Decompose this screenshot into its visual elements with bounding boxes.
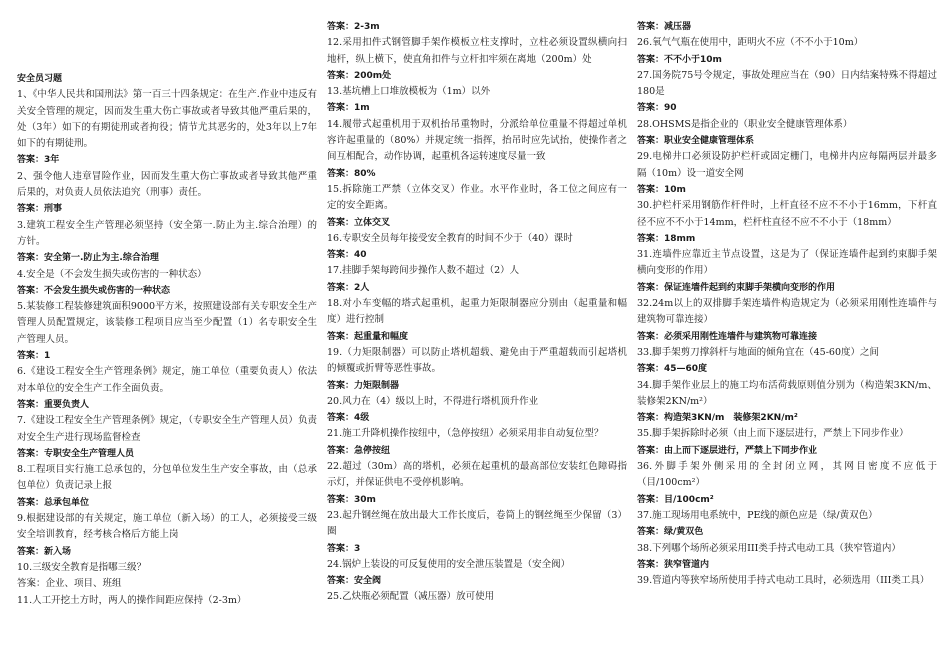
question-text: 35.脚手架拆除时必须（由上而下逐层进行，严禁上下同步作业） bbox=[637, 428, 909, 440]
question-text: 1、《中华人民共和国刑法》第一百三十四条规定：在生产.作业中违反有关安全管理的规定，因而发生重大伤亡事故或者导致其他严重后果的，处（3年）如下的有期徒刑或者拘役；情节尤其恶劣的，处3年以上7年如下的有期徒刑。 bbox=[17, 89, 317, 150]
answer-text: 答案：4级 bbox=[327, 413, 370, 424]
question-text: 28.OHSMS是指企业的（职业安全健康管理体系） bbox=[637, 118, 853, 130]
answer-text: 答案：绿/黄双色 bbox=[637, 527, 704, 538]
answer-text: 答案：总承包单位 bbox=[17, 497, 90, 508]
question-text: 38.下列哪个场所必须采用III类手持式电动工具（狭窄管道内） bbox=[637, 542, 901, 554]
question-text: 25.乙炔瓶必须配置（减压器）放可使用 bbox=[327, 591, 495, 603]
question-text: 13.基坑槽上口堆放模板为（1m）以外 bbox=[327, 86, 491, 98]
document-title: 安全员习题 bbox=[17, 74, 63, 84]
question-text: 29.电梯井口必须设防护栏杆或固定栅门，电梯井内应每隔两层并最多隔（10m）设一道安全网 bbox=[637, 151, 937, 179]
question-text: 6.《建设工程安全生产管理条例》规定，施工单位（重要负责人）依法对本单位的安全生产工作全面负责。 bbox=[17, 366, 317, 394]
question-text: 3.建筑工程安全生产管理必须坚持（安全第一.防止为主.综合治理）的方针。 bbox=[17, 219, 317, 247]
answer-text: 答案：专职安全生产管理人员 bbox=[17, 448, 135, 459]
question-text: 8.工程项目实行施工总承包的，分包单位发生生产安全事故，由（总承包单位）负责记录上报 bbox=[17, 464, 317, 492]
answer-text: 答案：由上而下逐层进行，严禁上下同步作业 bbox=[637, 445, 818, 456]
question-text: 15.拆除施工严禁（立体交叉）作业。水平作业时，各工位之间应有一定的安全距离。 bbox=[327, 183, 627, 212]
question-text: 22.超过（30m）高的塔机，必须在起重机的最高部位安装红色障碍指示灯，并保证供电不受停机影响。 bbox=[327, 461, 627, 489]
answer-text: 答案：1 bbox=[17, 351, 51, 362]
question-text: 2、强令他人违章冒险作业，因而发生重大伤亡事故或者导致其他严重后果的，对负责人员依法追究（刑事）责任。 bbox=[17, 170, 317, 199]
answer-text: 答案：力矩限制器 bbox=[327, 380, 400, 391]
question-text: 32.24m以上的双排脚手架连墙件构造规定为（必须采用刚性连墙件与建筑物可靠连接） bbox=[637, 298, 937, 326]
answer-text: 答案：目/100cm² bbox=[637, 494, 714, 505]
question-text: 37.施工现场用电系统中，PE线的颜色应是（绿/黄双色） bbox=[637, 509, 878, 521]
answer-text: 答案：90 bbox=[637, 103, 677, 114]
question-text: 23.起升钢丝绳在放出最大工作长度后，卷筒上的钢丝绳至少保留（3）圈 bbox=[327, 509, 627, 538]
question-text: 24.锅炉上装设的可反复使用的安全泄压装置是（安全阀） bbox=[327, 558, 571, 570]
answer-text: 答案：3年 bbox=[17, 155, 60, 166]
question-text: 14.履带式起重机用于双机抬吊重物时，分派给单位重量不得超过单机容许起重量的（80%）并规定统一指挥，抬吊时应先试抬，使操作者之间互相配合，动作协调，起重机各运转速度尽量一致 bbox=[327, 118, 627, 163]
question-text: 21.施工升降机操作按纽中，（急停按纽）必须采用非自动复位型？ bbox=[327, 428, 604, 440]
question-text: 36.外脚手架外侧采用的全封闭立网，其网目密度不应低于（目/100cm²） bbox=[637, 461, 937, 489]
question-text: 31.连墙件应靠近主节点设置，这是为了（保证连墙件起到约束脚手架横向变形的作用） bbox=[637, 249, 937, 277]
question-text: 5.某装修工程装修建筑面积9000平方米，按照建设部有关专职安全生产管理人员配置规定，该装修工程项目应当至少配置（1）名专职安全生产管理人员。 bbox=[17, 301, 317, 345]
question-text: 17.挂脚手架每跨间步操作人数不超过（2）人 bbox=[327, 265, 520, 277]
answer-text: 答案：2-3m bbox=[327, 22, 380, 32]
answer-text: 答案：立体交叉 bbox=[327, 217, 391, 228]
answer-text: 答案：重要负责人 bbox=[17, 399, 90, 410]
answer-text: 答案：200m处 bbox=[327, 70, 392, 81]
question-text: 11.人工开挖土方时，两人的操作间距应保持（2-3m） bbox=[17, 594, 247, 606]
answer-text: 答案：构造架3KN/m 装修架2KN/m² bbox=[637, 413, 798, 424]
answer-text: 答案：3 bbox=[327, 543, 361, 554]
answer-text: 答案：安全阀 bbox=[327, 576, 382, 587]
answer-text: 答案：1m bbox=[327, 103, 370, 114]
answer-text: 答案：狭窄管道内 bbox=[637, 559, 710, 570]
answer-text: 答案：安全第一.防止为主.综合治理 bbox=[17, 253, 159, 264]
question-text: 4.安全是（不会发生损失或伤害的一种状态） bbox=[17, 268, 207, 280]
answer-text: 答案：40 bbox=[327, 250, 367, 261]
answer-text: 答案：2人 bbox=[327, 282, 370, 293]
answer-text: 答案：18mm bbox=[637, 233, 696, 244]
answer-text: 答案：45—60度 bbox=[637, 364, 708, 375]
question-text: 20.风力在（4）级以上时，不得进行塔机顶升作业 bbox=[327, 395, 539, 407]
question-text: 39.管道内等狭窄场所使用手持式电动工具时，必须选用（III类工具） bbox=[637, 575, 930, 587]
answer-text: 答案：新入场 bbox=[17, 546, 72, 557]
column-2 bbox=[327, 19, 627, 606]
question-text: 10.三级安全教育是指哪三级？ bbox=[17, 561, 147, 573]
answer-text: 答案：起重量和幅度 bbox=[327, 331, 409, 342]
question-text: 26.氧气气瓶在使用中，距明火不应（不不小于10m） bbox=[637, 37, 864, 49]
answer-text: 答案：职业安全健康管理体系 bbox=[637, 136, 755, 147]
answer-text: 答案：10m bbox=[637, 184, 686, 195]
answer-text: 答案：必须采用刚性连墙件与建筑物可靠连接 bbox=[637, 331, 818, 342]
question-text: 7.《建设工程安全生产管理条例》规定，（专职安全生产管理人员）负责对安全生产进行现场监督检查 bbox=[17, 415, 317, 443]
answer-text: 答案：减压器 bbox=[637, 22, 692, 32]
question-text: 9.根据建设部的有关规定，施工单位（新入场）的工人，必须接受三级安全培训教育，经考核合格后方能上岗 bbox=[17, 513, 317, 541]
column-3 bbox=[637, 19, 937, 589]
question-text: 18.对小车变幅的塔式起重机，起重力矩限制器应分别由（起重量和幅度）进行控制 bbox=[327, 298, 627, 326]
answer-text: 答案：不会发生损失或伤害的一种状态 bbox=[17, 285, 171, 296]
answer-text: 答案：企业、项目、班组 bbox=[17, 578, 122, 590]
question-text: 33.脚手架剪刀撑斜杆与地面的倾角宜在（45-60度）之间 bbox=[637, 346, 879, 358]
question-text: 16.专职安全员每年接受安全教育的时间不少于（40）课时 bbox=[327, 232, 573, 244]
question-text: 12.采用扣件式钢管脚手架作模板立柱支撑时，立柱必须设置纵横向扫地杆，纵上横下，使直角扣件与立杆扣牢须在离地（200m）处 bbox=[327, 37, 627, 65]
answer-text: 答案：不不小于10m bbox=[637, 54, 722, 65]
answer-text: 答案：急停按纽 bbox=[327, 445, 391, 456]
question-text: 34.脚手架作业层上的施工均布活荷载原则值分别为（构造架3KN/m、装修架2KN/m²） bbox=[637, 379, 937, 407]
answer-text: 答案：刑事 bbox=[17, 204, 63, 215]
column-1 bbox=[17, 71, 317, 609]
answer-text: 答案：30m bbox=[327, 494, 376, 505]
question-text: 27.国务院75号令规定，事故处理应当在（90）日内结案特殊不得超过180是 bbox=[637, 69, 937, 98]
question-text: 19.（力矩限制器）可以防止塔机超载、避免由于严重超载而引起塔机的倾覆或折臂等恶性事故。 bbox=[327, 346, 627, 375]
answer-text: 答案：保证连墙件起到约束脚手架横向变形的作用 bbox=[637, 282, 836, 293]
answer-text: 答案：80% bbox=[327, 168, 376, 179]
question-text: 30.护栏杆采用钢筋作杆件时，上杆直径不应不不小于16mm，下杆直径不应不不小于14mm，栏杆柱直径不应不不小于（18mm） bbox=[637, 200, 937, 228]
